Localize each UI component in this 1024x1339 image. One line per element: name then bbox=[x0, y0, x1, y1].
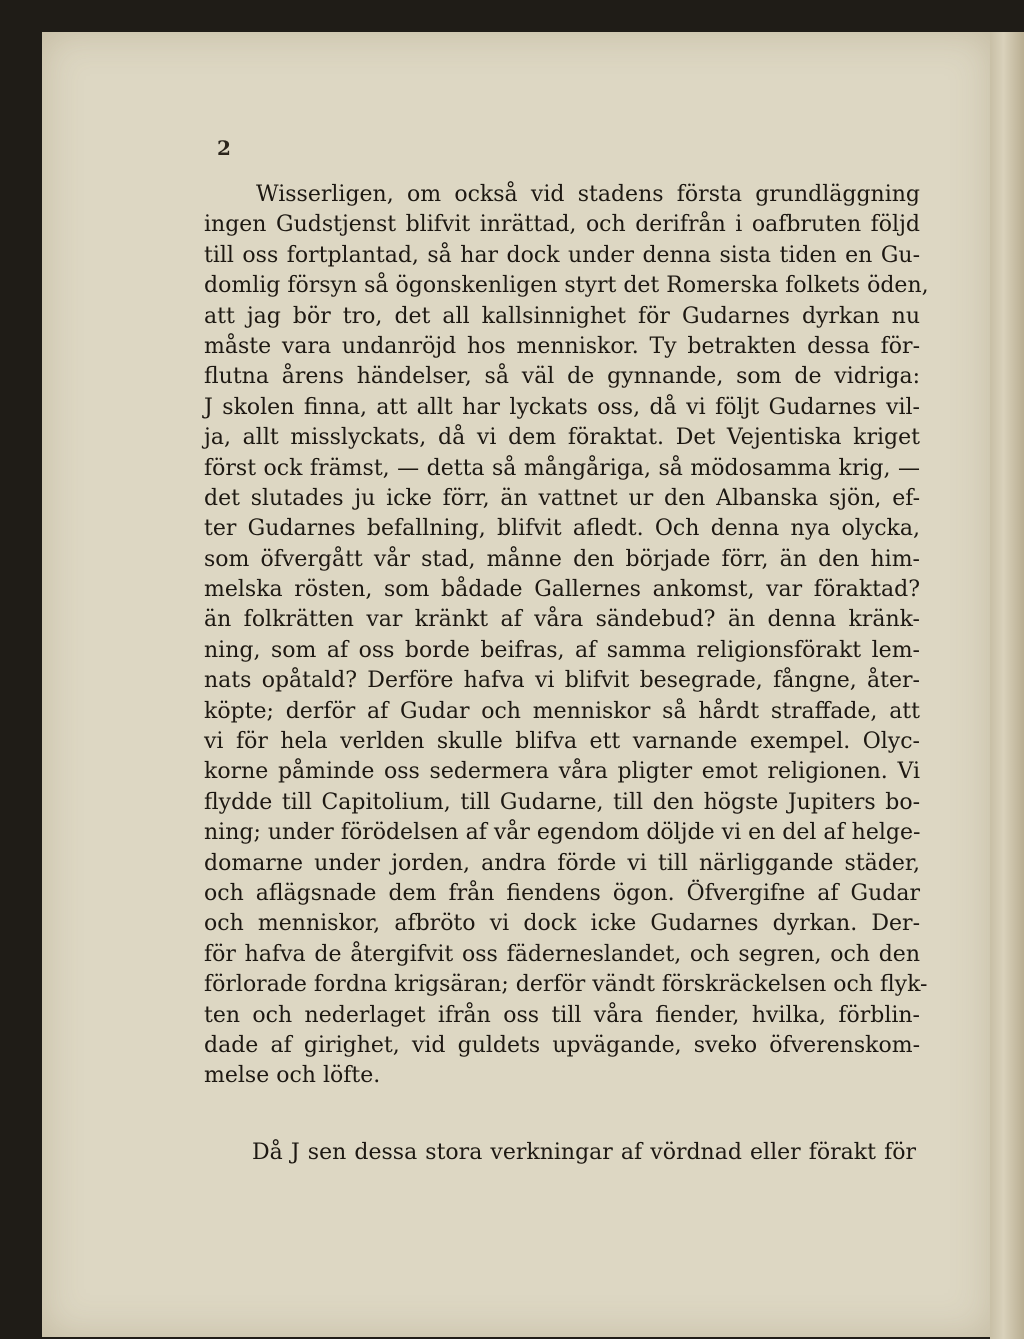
text-line: vi för hela verlden skulle blifva ett varnande exempel. Olyc- bbox=[204, 729, 920, 755]
text-line: flutna årens händelser, så väl de gynnande, som de vidriga: bbox=[204, 364, 920, 390]
next-paragraph-line: Då J sen dessa stora verkningar af vördnad eller förakt för bbox=[252, 1140, 916, 1165]
text-line: att jag bör tro, det all kallsinnighet för Gudarnes dyrkan nu bbox=[204, 303, 920, 329]
text-line: dade af girighet, vid guldets upvägande, sveko öfverenskom- bbox=[204, 1032, 920, 1058]
text-line: ning; under förödelsen af vår egendom döljde vi en del af helge- bbox=[204, 820, 921, 846]
text-line: det slutades ju icke förr, än vattnet ur den Albanska sjön, ef- bbox=[204, 485, 920, 511]
text-line: för hafva de återgifvit oss fäderneslandet, och segren, och den bbox=[204, 941, 920, 967]
text-line: melse och löfte. bbox=[204, 1063, 381, 1089]
text-line: måste vara undanröjd hos menniskor. Ty betrakten dessa för- bbox=[204, 333, 920, 359]
text-line: flydde till Capitolium, till Gudarne, till den högste Jupiters bo- bbox=[204, 789, 920, 815]
text-line: som öfvergått vår stad, månne den började förr, än den him- bbox=[204, 546, 920, 572]
text-line: J skolen finna, att allt har lyckats oss, då vi följt Gudarnes vil- bbox=[204, 394, 920, 420]
text-line: och menniskor, afbröto vi dock icke Gudarnes dyrkan. Der- bbox=[204, 911, 920, 937]
text-line: ten och nederlaget ifrån oss till våra fiender, hvilka, förblin- bbox=[204, 1002, 920, 1028]
text-line: ter Gudarnes befallning, blifvit afledt. Och denna nya olycka, bbox=[204, 516, 920, 542]
text-line: korne påminde oss sedermera våra pligter emot religionen. Vi bbox=[204, 759, 920, 785]
text-line: domlig försyn så ögonskenligen styrt det Romerska folkets öden, bbox=[204, 273, 929, 299]
page-number: 2 bbox=[217, 136, 231, 160]
paragraph bbox=[204, 180, 929, 1092]
text-line: först ock främst, — detta så mångåriga, så mödosamma krig, — bbox=[204, 455, 920, 481]
text-line: nats opåtald? Derföre hafva vi blifvit besegrade, fångne, åter- bbox=[204, 668, 920, 694]
text-line: förlorade fordna krigsäran; derför vändt förskräckelsen och flyk- bbox=[204, 972, 928, 998]
text-line: och aflägsnade dem från fiendens ögon. Öfvergifne af Gudar bbox=[204, 880, 920, 906]
text-line: Wisserligen, om också vid stadens första grundläggning bbox=[256, 182, 920, 207]
text-line: till oss fortplantad, så har dock under denna sista tiden en Gu- bbox=[204, 242, 920, 268]
text-line: ning, som af oss borde beifras, af samma religionsförakt lem- bbox=[204, 637, 920, 663]
text-line: melska rösten, som bådade Gallernes ankomst, var föraktad? bbox=[204, 577, 920, 603]
page-edge bbox=[990, 32, 1024, 1339]
text-line: än folkrätten var kränkt af våra sändebud? än denna kränk- bbox=[204, 607, 920, 633]
text-line: ja, allt misslyckats, då vi dem föraktat. Det Vejentiska kriget bbox=[204, 425, 920, 451]
text-line: köpte; derför af Gudar och menniskor så hårdt straffade, att bbox=[204, 698, 920, 724]
text-line: domarne under jorden, andra förde vi till närliggande städer, bbox=[204, 850, 920, 876]
text-line: ingen Gudstjenst blifvit inrättad, och derifrån i oafbruten följd bbox=[204, 212, 920, 238]
